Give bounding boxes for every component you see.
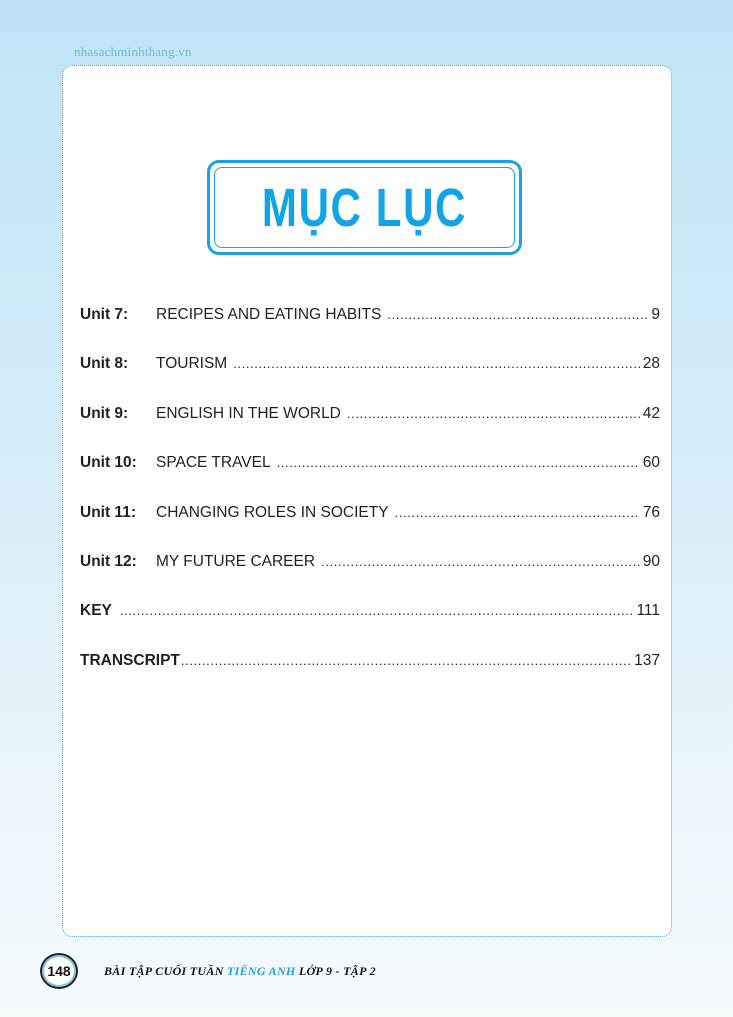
- page-title: MỤC LỤC: [261, 177, 468, 238]
- book-title-accent: TIẾNG ANH: [226, 963, 296, 978]
- toc-row-unit-9[interactable]: [80, 399, 660, 448]
- toc-dot-leader: [387, 300, 648, 330]
- toc-dot-leader: [120, 596, 634, 626]
- toc-page-number: 111: [636, 602, 660, 620]
- page-number-badge: [40, 953, 78, 989]
- toc-row-unit-8[interactable]: [80, 349, 660, 398]
- toc-row-transcript[interactable]: [80, 646, 660, 695]
- toc-page-number: 137: [634, 651, 660, 669]
- toc-row-unit-12[interactable]: [80, 547, 660, 596]
- toc-row-key[interactable]: [80, 596, 660, 645]
- toc-unit-label: Unit 11:: [80, 503, 136, 521]
- table-of-contents: [80, 300, 660, 695]
- toc-row-unit-7[interactable]: [80, 300, 660, 349]
- toc-page-number: 28: [642, 355, 660, 373]
- toc-unit-label: Unit 7:: [80, 306, 129, 323]
- toc-page-number: 90: [642, 552, 660, 570]
- page-footer: [40, 953, 376, 989]
- toc-dot-leader: [347, 399, 640, 429]
- title-inner-frame: [214, 167, 515, 248]
- toc-unit-label: Unit 8:: [80, 355, 129, 373]
- toc-page-number: 42: [642, 404, 660, 422]
- toc-page-number: 76: [642, 503, 660, 521]
- toc-unit-label: Unit 10:: [80, 454, 137, 472]
- page-number: 148: [47, 963, 71, 979]
- toc-row-unit-11[interactable]: [80, 498, 660, 547]
- book-title-part1: BÀI TẬP CUỐI TUẦN: [104, 963, 227, 978]
- toc-unit-title: TOURISM: [156, 355, 228, 373]
- toc-page-number: 9: [651, 306, 660, 323]
- toc-unit-title: ENGLISH IN THE WORLD: [156, 404, 341, 422]
- toc-unit-label: Unit 12:: [80, 552, 137, 570]
- toc-section-label: TRANSCRIPT: [80, 651, 180, 669]
- toc-dot-leader: [277, 448, 640, 478]
- toc-dot-leader: [181, 646, 631, 676]
- website-watermark: nhasachminhthang.vn: [74, 44, 192, 59]
- book-title: [104, 964, 376, 979]
- toc-unit-title: CHANGING ROLES IN SOCIETY: [156, 503, 389, 521]
- toc-unit-title: SPACE TRAVEL: [156, 454, 271, 472]
- toc-dot-leader: [321, 547, 640, 577]
- toc-unit-title: MY FUTURE CAREER: [156, 552, 316, 570]
- toc-dot-leader: [233, 349, 640, 379]
- title-frame: [207, 160, 522, 255]
- toc-section-label: KEY: [80, 602, 112, 620]
- toc-dot-leader: [395, 498, 640, 528]
- toc-row-unit-10[interactable]: [80, 448, 660, 497]
- toc-unit-label: Unit 9:: [80, 404, 129, 422]
- toc-unit-title: RECIPES AND EATING HABITS: [156, 306, 382, 323]
- toc-page-number: 60: [642, 454, 660, 472]
- book-title-part2: LỚP 9 - TẬP 2: [295, 963, 376, 978]
